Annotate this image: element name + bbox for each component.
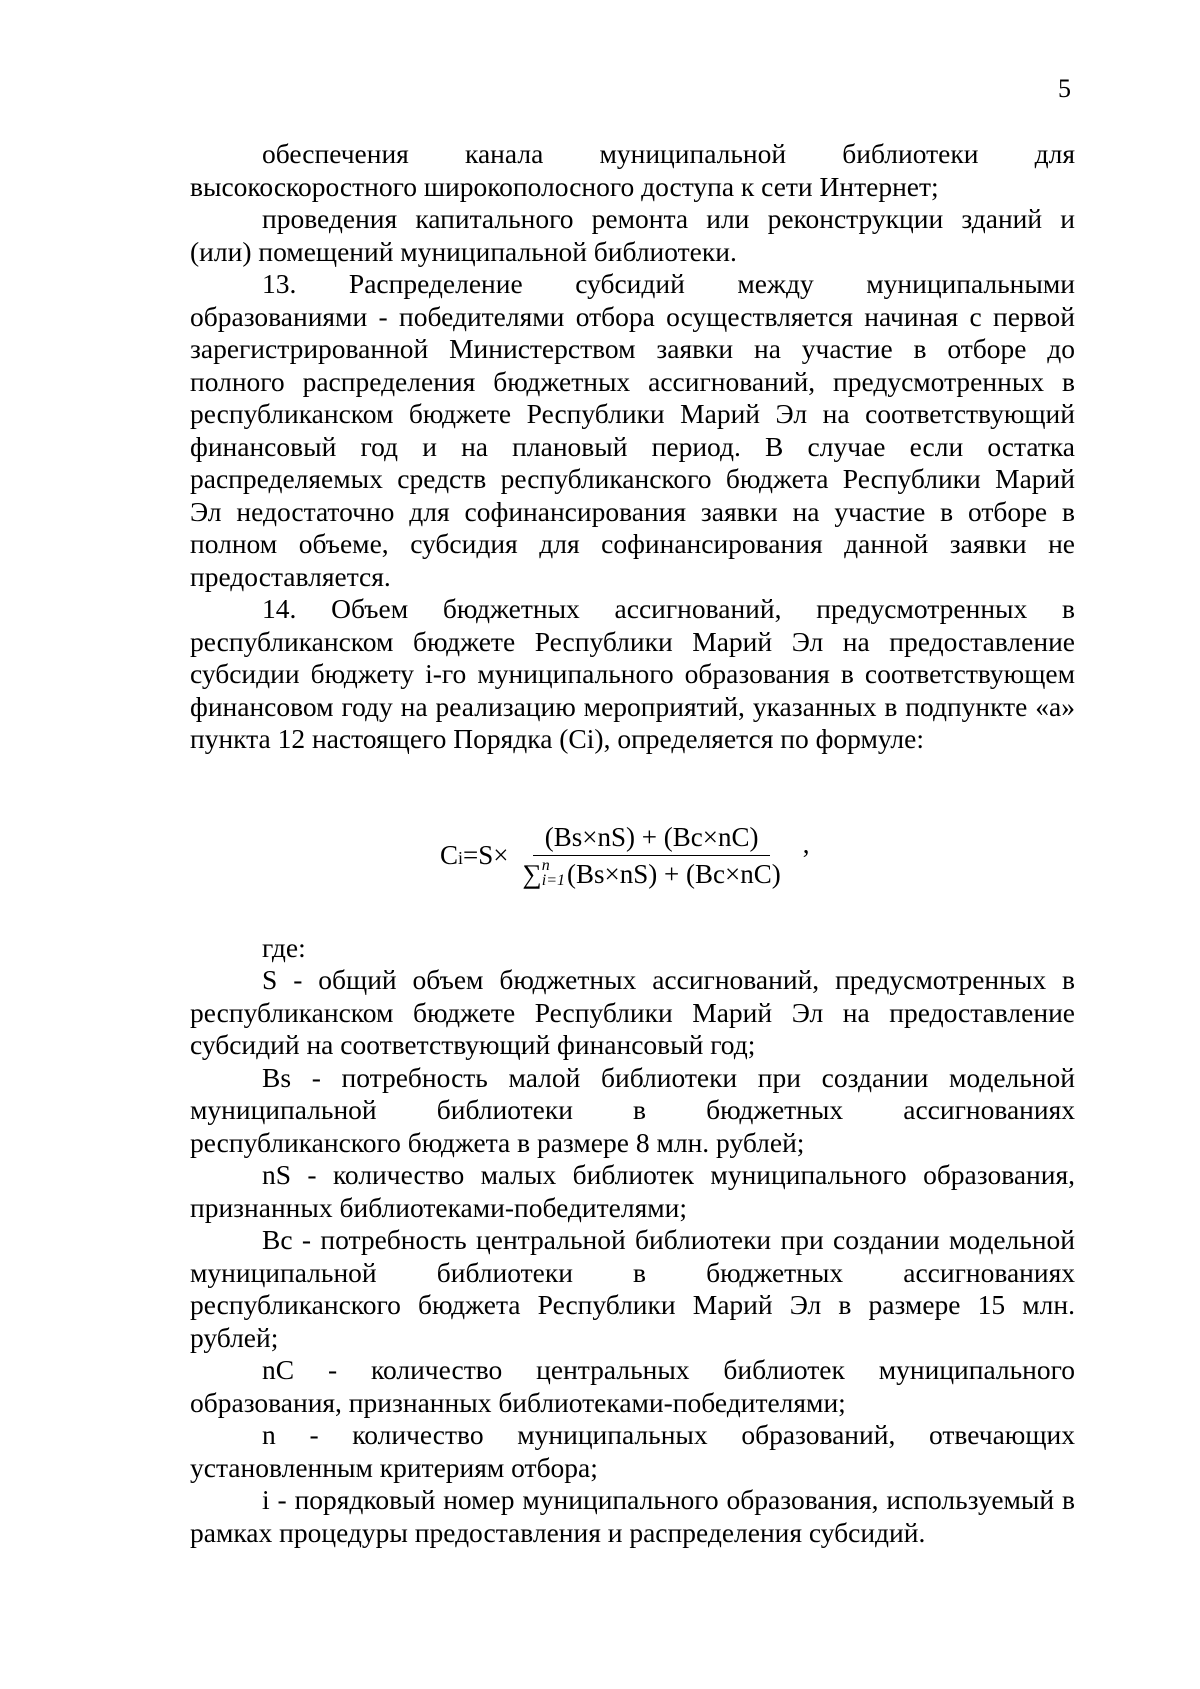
definition-ns: nS - количество малых библиотек муниципального образования, признанных библиотеками-победителями; [190, 1159, 1075, 1223]
definition-i: i - порядковый номер муниципального образования, используемый в рамках процедуры предоставления и распределения субсидий. [190, 1484, 1075, 1548]
subsidy-formula [440, 818, 1075, 894]
sigma-limits [542, 858, 565, 888]
paragraph-where: где: [262, 931, 306, 963]
formula-fraction [515, 821, 789, 891]
paragraph-13-distribution: 13. Распределение субсидий между муниципальными образованиями - победителями отбора осуществляется начиная с первой зарегистрированной Министерством заявки на участие в отборе до полного распределения бюджетных ассигнований, предусмотренных в республиканском бюджете Республики Марий Эл на соответствующий финансовый год и на плановый период. В случае если остатка распределяемых средств республиканского бюджета Республики Марий Эл недостаточно для софинансирования заявки на участие в отборе в полном объеме, субсидия для софинансирования данной заявки не предоставляется. [190, 268, 1075, 592]
definition-n: n - количество муниципальных образований, отвечающих установленным критериям отбора; [190, 1419, 1075, 1483]
sigma-upper-limit: n [541, 857, 550, 874]
definition-bc: Bc - потребность центральной библиотеки при создании модельной муниципальной библиотеки в бюджетных ассигнованиях республиканского бюджета Республики Марий Эл в размере 15 млн. рублей; [190, 1224, 1075, 1353]
formula-denominator [515, 856, 789, 891]
sigma-lower-limit: i=1 [541, 872, 566, 889]
formula-numerator: (Bs×nS) + (Bc×nC) [533, 821, 771, 857]
document-body [190, 138, 1075, 1549]
page-number: 5 [1058, 74, 1071, 103]
paragraph-repair: проведения капитального ремонта или реконструкции зданий и (или) помещений муниципальной библиотеки. [190, 203, 1075, 267]
sum-sign [523, 858, 568, 891]
formula-lhs: C i =S× [440, 840, 509, 871]
formula-lhs-rest: =S× [463, 840, 509, 871]
paragraph-channel: обеспечения канала муниципальной библиотеки для высокоскоростного широкополосного доступа к сети Интернет; [190, 138, 1075, 202]
paragraph-14-volume: 14. Объем бюджетных ассигнований, предусмотренных в республиканском бюджете Республики Марий Эл на предоставление субсидии бюджету i-го муниципального образования в соответствующем финансовом году на реализацию мероприятий, указанных в подпункте «а» пункта 12 настоящего Порядка (Ci), определяется по формуле: [190, 593, 1075, 754]
sigma-symbol: ∑ [522, 859, 542, 889]
definition-bs: Bs - потребность малой библиотеки при создании модельной муниципальной библиотеки в бюджетных ассигнованиях республиканского бюджета в размере 8 млн. рублей; [190, 1061, 1075, 1158]
formula-lhs-base: C [440, 840, 459, 871]
definition-nc: nC - количество центральных библиотек муниципального образования, признанных библиотеками-победителями; [190, 1354, 1075, 1418]
formula-denominator-expression: (Bs×nS) + (Bc×nC) [567, 859, 781, 889]
definition-s: S - общий объем бюджетных ассигнований, предусмотренных в республиканском бюджете Республики Марий Эл на предоставление субсидий на соответствующий финансовый год; [190, 964, 1075, 1060]
formula-trailing-comma: , [802, 828, 810, 859]
